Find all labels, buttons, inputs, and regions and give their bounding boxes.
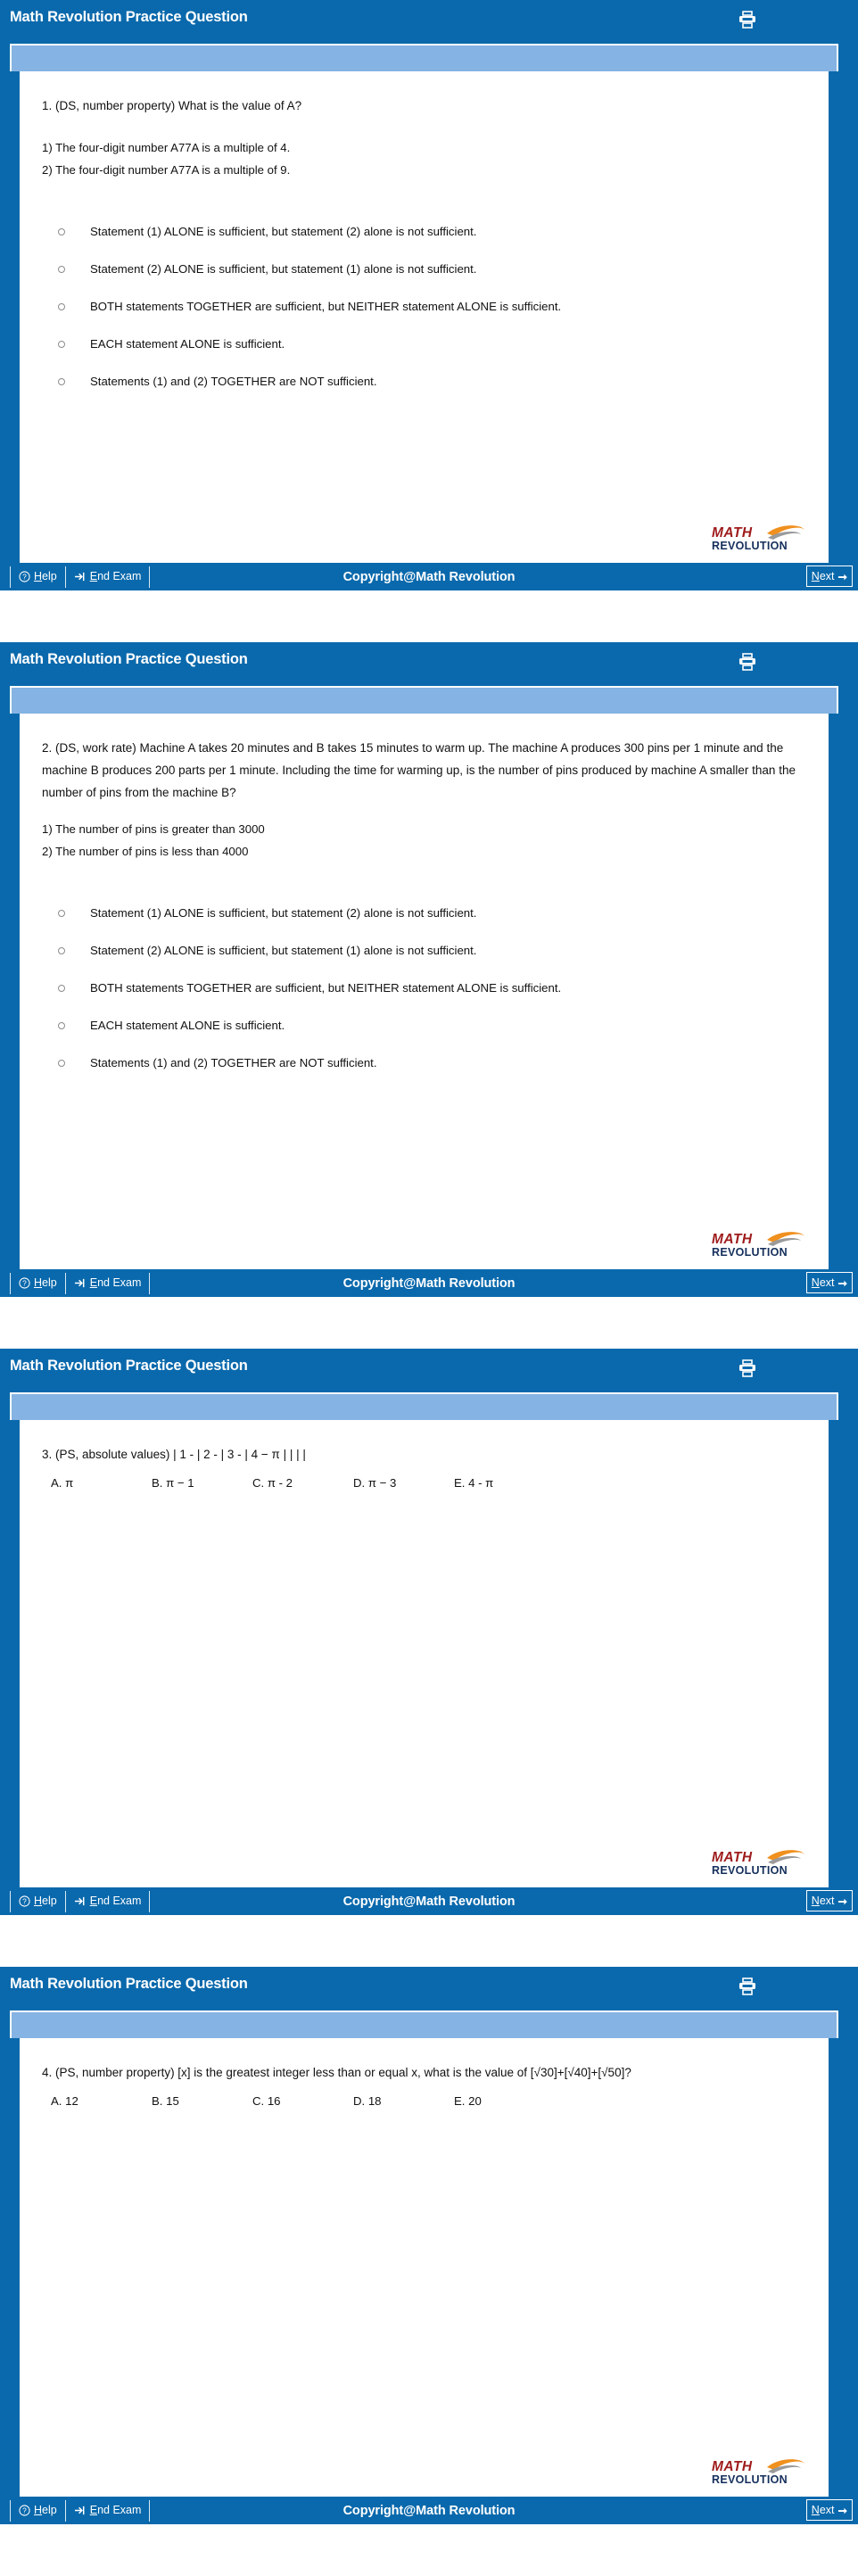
answer-choice[interactable]: D. 18 [353, 2094, 382, 2108]
help-button[interactable] [11, 1891, 65, 1912]
panel-header [0, 642, 858, 682]
svg-text:MATH: MATH [712, 1232, 753, 1247]
answer-option-label: BOTH statements TOGETHER are sufficient, but NEITHER statement ALONE is sufficient. [90, 981, 562, 995]
help-label: Help [34, 1276, 57, 1290]
panel-body [0, 2007, 858, 2497]
next-label: Next [811, 1895, 835, 1907]
divider [65, 2500, 66, 2522]
page-title: Math Revolution Practice Question [10, 1976, 248, 1992]
radio-button-icon[interactable] [58, 985, 65, 992]
svg-text:?: ? [22, 2506, 27, 2515]
divider [65, 1273, 66, 1294]
answer-option-label: Statements (1) and (2) TOGETHER are NOT sufficient. [90, 375, 377, 388]
arrow-right-icon: ➞ [837, 1895, 847, 1908]
help-button[interactable] [11, 1273, 65, 1294]
question-mark-circle-icon [19, 2505, 30, 2516]
arrow-right-icon: ➞ [837, 1276, 847, 1290]
answer-option[interactable] [42, 940, 805, 961]
end-exam-button[interactable] [66, 566, 150, 588]
exit-arrow-icon [74, 1277, 87, 1289]
end-exam-button[interactable] [66, 2500, 150, 2522]
help-label: Help [34, 1895, 57, 1908]
radio-button-icon[interactable] [58, 378, 65, 385]
radio-button-icon[interactable] [58, 1022, 65, 1029]
radio-button-icon[interactable] [58, 266, 65, 273]
question-mark-circle-icon [19, 1277, 30, 1289]
page-title: Math Revolution Practice Question [10, 651, 248, 667]
divider [65, 1891, 66, 1912]
answer-option-label: Statement (2) ALONE is sufficient, but statement (1) alone is not sufficient. [90, 262, 477, 276]
radio-button-icon[interactable] [58, 341, 65, 348]
page-title: Math Revolution Practice Question [10, 1358, 248, 1374]
answer-choice[interactable]: D. π − 3 [353, 1476, 397, 1490]
question-toolbar [10, 2010, 838, 2038]
radio-button-icon[interactable] [58, 228, 65, 235]
question-content [20, 2038, 829, 2497]
answer-choice[interactable]: B. 15 [152, 2094, 179, 2108]
printer-icon[interactable] [738, 1977, 757, 1995]
svg-text:?: ? [22, 1896, 27, 1906]
question-stem: 3. (PS, absolute values) | 1 - | 2 - | 3 - | 4 − π | | | | [42, 1448, 306, 1461]
question-statement: 2) The number of pins is less than 4000 [42, 845, 249, 858]
answer-option[interactable] [42, 259, 805, 279]
radio-button-icon[interactable] [58, 947, 65, 954]
question-mark-circle-icon [19, 1895, 30, 1907]
divider [149, 1273, 150, 1294]
arrow-right-icon: ➞ [837, 570, 847, 583]
svg-text:MATH: MATH [712, 2459, 753, 2474]
end-exam-label: End Exam [89, 1895, 142, 1908]
end-exam-button[interactable] [66, 1891, 150, 1912]
answer-option-label: Statement (1) ALONE is sufficient, but statement (2) alone is not sufficient. [90, 906, 477, 920]
divider [149, 566, 150, 588]
divider [10, 1273, 11, 1294]
end-exam-label: End Exam [89, 1276, 142, 1290]
answer-choice[interactable]: C. π - 2 [252, 1476, 293, 1490]
divider [149, 2500, 150, 2522]
answer-option[interactable] [42, 296, 805, 317]
answer-choices [42, 2094, 805, 2108]
next-button[interactable] [806, 566, 853, 587]
next-button[interactable] [806, 1890, 853, 1911]
math-revolution-logo [712, 2454, 813, 2486]
answer-option-label: EACH statement ALONE is sufficient. [90, 1019, 285, 1032]
answer-option[interactable] [42, 1015, 805, 1036]
answer-choice[interactable]: A. 12 [51, 2094, 78, 2108]
svg-text:?: ? [22, 1278, 27, 1288]
divider [10, 566, 11, 588]
exam-panel-2 [0, 642, 858, 1349]
arrow-right-icon: ➞ [837, 2504, 847, 2517]
panel-body [0, 682, 858, 1269]
copyright-text: Copyright@Math Revolution [342, 569, 516, 584]
question-mark-circle-icon [19, 571, 30, 582]
answer-choice[interactable]: E. 4 - π [454, 1476, 494, 1490]
question-toolbar [10, 686, 838, 714]
question-statement: 1) The number of pins is greater than 3000 [42, 822, 265, 836]
answer-option-label: EACH statement ALONE is sufficient. [90, 337, 285, 351]
printer-icon[interactable] [738, 1359, 757, 1377]
question-stem: 4. (PS, number property) [x] is the greatest integer less than or equal x, what is the value of [√30]+[√40]+[√50]? [42, 2066, 631, 2079]
help-label: Help [34, 570, 57, 583]
svg-text:MATH: MATH [712, 1850, 753, 1865]
divider [10, 1891, 11, 1912]
help-button[interactable] [11, 2500, 65, 2522]
answer-option[interactable] [42, 978, 805, 998]
svg-text:REVOLUTION: REVOLUTION [712, 1246, 788, 1259]
printer-icon[interactable] [738, 11, 757, 29]
answer-choice[interactable]: A. π [51, 1476, 74, 1490]
answer-choice[interactable]: E. 20 [454, 2094, 482, 2108]
help-label: Help [34, 2504, 57, 2517]
exam-panel-3 [0, 1349, 858, 1967]
math-revolution-logo [712, 1845, 813, 1877]
answer-options [42, 221, 805, 392]
next-button[interactable] [806, 1272, 853, 1293]
copyright-text: Copyright@Math Revolution [342, 1894, 516, 1909]
exam-panel-4 [0, 1967, 858, 2576]
answer-option[interactable] [42, 221, 805, 242]
question-statement: 1) The four-digit number A77A is a multiple of 4. [42, 141, 291, 154]
panel-footer [0, 1887, 858, 1915]
question-content [20, 714, 829, 1269]
answer-choice[interactable]: C. 16 [252, 2094, 281, 2108]
answer-option[interactable] [42, 1053, 805, 1073]
panel-header [0, 0, 858, 40]
exit-arrow-icon [74, 2505, 87, 2516]
answer-option-label: Statement (1) ALONE is sufficient, but statement (2) alone is not sufficient. [90, 225, 477, 238]
exam-panel-1 [0, 0, 858, 642]
end-exam-label: End Exam [89, 570, 142, 583]
math-revolution-logo [712, 520, 813, 552]
next-label: Next [811, 570, 835, 582]
question-stem: 1. (DS, number property) What is the value of A? [42, 99, 302, 112]
svg-text:REVOLUTION: REVOLUTION [712, 1864, 788, 1877]
end-exam-button[interactable] [66, 1273, 150, 1294]
question-stem: 2. (DS, work rate) Machine A takes 20 minutes and B takes 15 minutes to warm up. The machine A produces 300 pins per 1 minute and the machine B produces 200 parts per 1 minute. Including the time for warming up, is the number of pins produced by machine A smaller than the number of pins from the machine B? [42, 741, 796, 799]
math-revolution-logo [712, 1226, 813, 1259]
exit-arrow-icon [74, 571, 87, 582]
divider [65, 566, 66, 588]
answer-option-label: Statement (2) ALONE is sufficient, but statement (1) alone is not sufficient. [90, 944, 477, 957]
radio-button-icon[interactable] [58, 1060, 65, 1067]
panel-header [0, 1349, 858, 1389]
question-toolbar [10, 1392, 838, 1420]
printer-icon[interactable] [738, 653, 757, 671]
panel-footer [0, 563, 858, 590]
svg-text:MATH: MATH [712, 525, 753, 541]
answer-option[interactable] [42, 334, 805, 354]
end-exam-label: End Exam [89, 2504, 142, 2517]
answer-option-label: Statements (1) and (2) TOGETHER are NOT sufficient. [90, 1056, 377, 1069]
answer-option[interactable] [42, 903, 805, 923]
radio-button-icon[interactable] [58, 910, 65, 917]
answer-choices [42, 1476, 805, 1490]
panel-footer [0, 1269, 858, 1297]
question-content [20, 71, 829, 563]
help-button[interactable] [11, 566, 65, 588]
svg-text:REVOLUTION: REVOLUTION [712, 540, 788, 552]
answer-option[interactable] [42, 371, 805, 392]
exit-arrow-icon [74, 1895, 87, 1907]
question-content [20, 1420, 829, 1887]
divider [10, 2500, 11, 2522]
radio-button-icon[interactable] [58, 303, 65, 310]
next-label: Next [811, 2504, 835, 2516]
copyright-text: Copyright@Math Revolution [342, 2503, 516, 2518]
panel-header [0, 1967, 858, 2007]
next-button[interactable] [806, 2499, 853, 2521]
answer-option-label: BOTH statements TOGETHER are sufficient, but NEITHER statement ALONE is sufficient. [90, 300, 562, 313]
question-toolbar [10, 44, 838, 71]
next-label: Next [811, 1276, 835, 1289]
divider [149, 1891, 150, 1912]
panel-body [0, 1389, 858, 1887]
panel-body [0, 40, 858, 563]
copyright-text: Copyright@Math Revolution [342, 1276, 516, 1291]
svg-text:?: ? [22, 572, 27, 582]
svg-text:REVOLUTION: REVOLUTION [712, 2473, 788, 2486]
page-title: Math Revolution Practice Question [10, 9, 248, 25]
answer-choice[interactable]: B. π − 1 [152, 1476, 194, 1490]
answer-options [42, 903, 805, 1073]
panel-footer [0, 2497, 858, 2524]
question-statement: 2) The four-digit number A77A is a multiple of 9. [42, 163, 291, 177]
